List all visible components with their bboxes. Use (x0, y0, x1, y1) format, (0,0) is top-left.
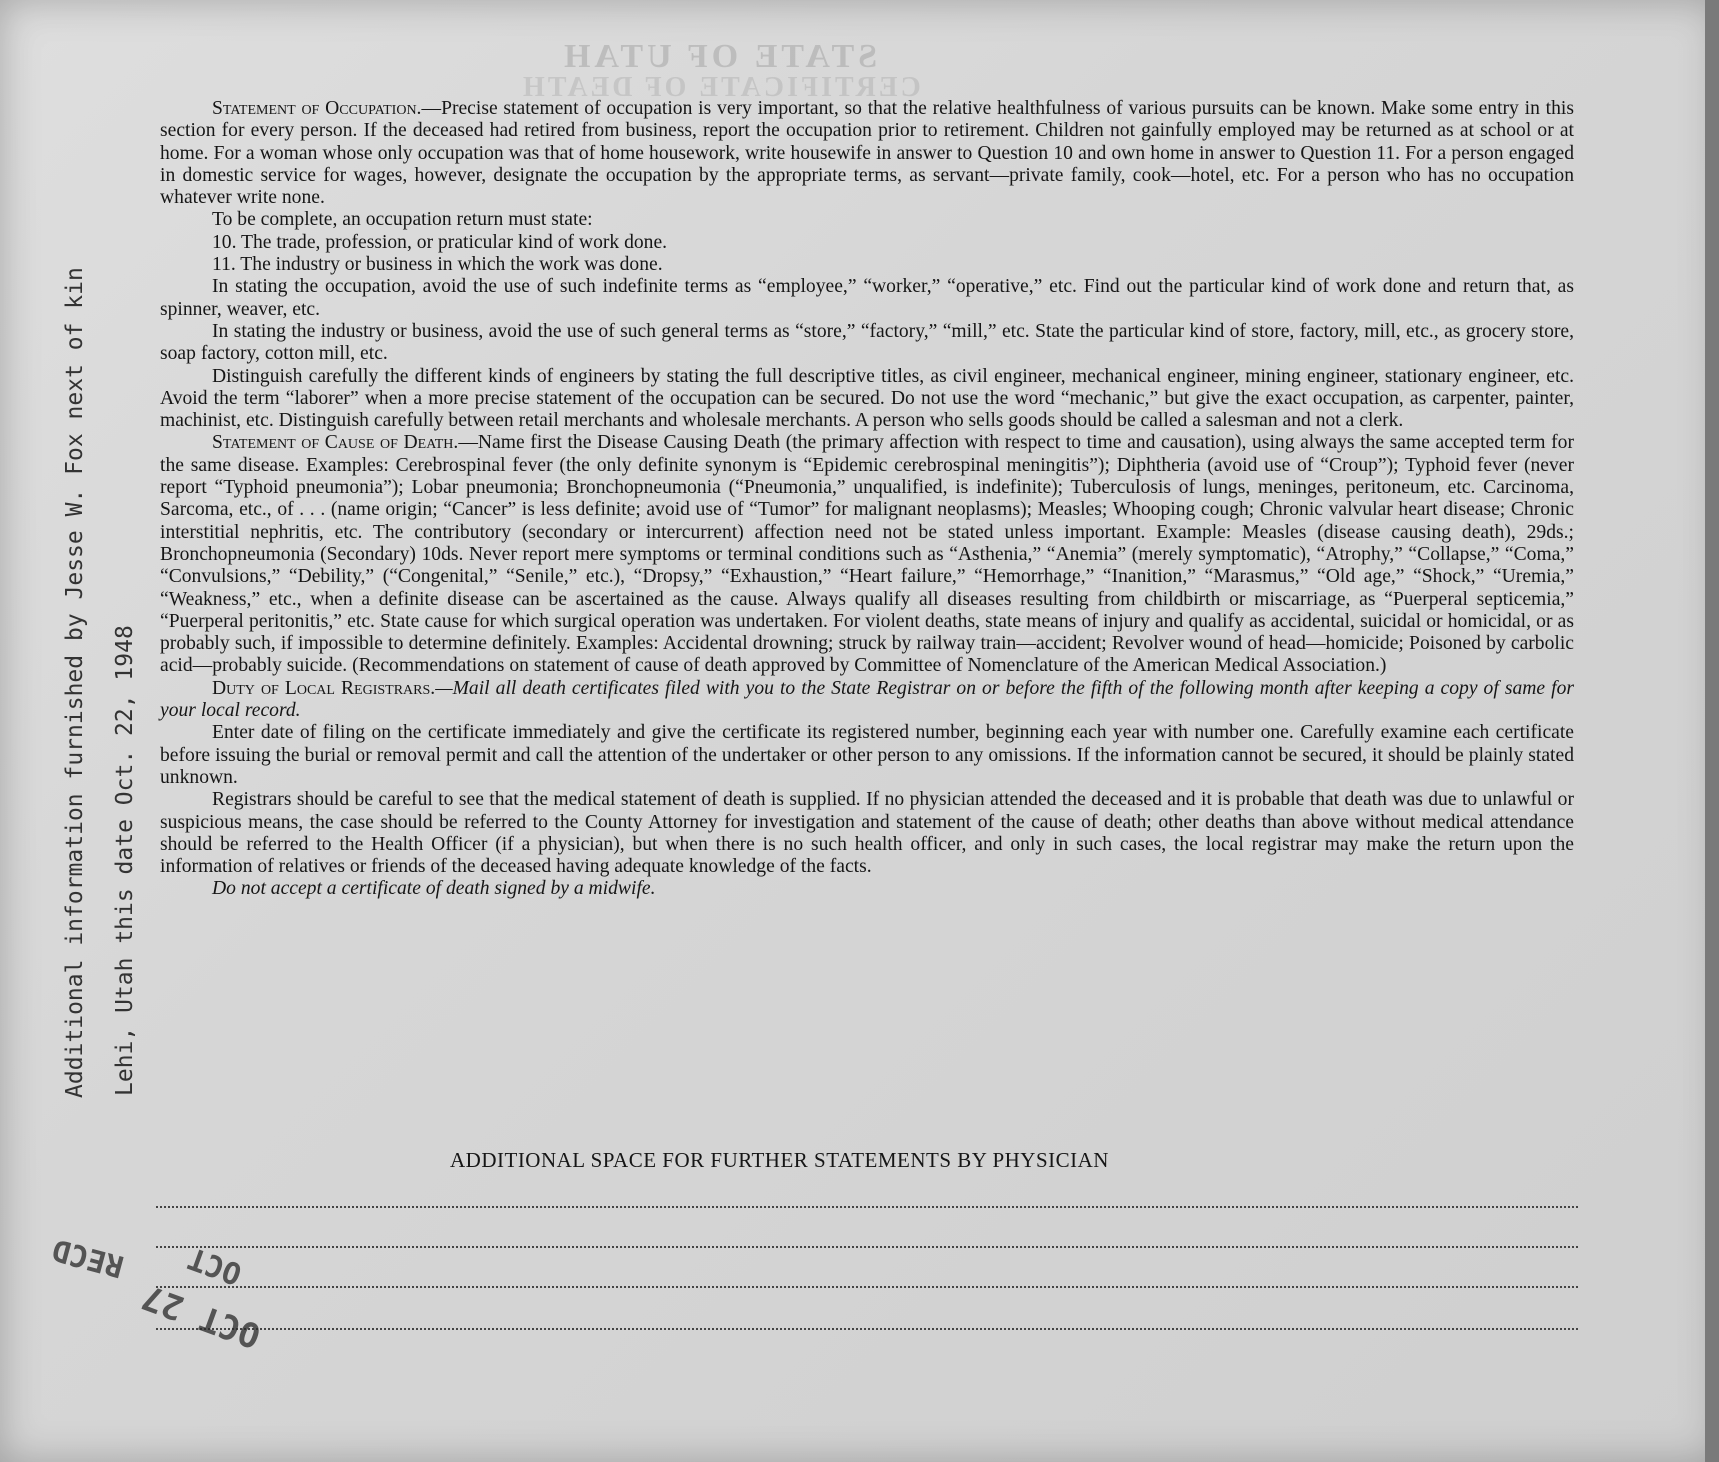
occupation-paragraph (160, 98, 1574, 209)
occupation-requirement: To be complete, an occupation return must state: (212, 209, 593, 231)
registrars-paragraph (160, 678, 1574, 723)
occupation-item-11: 11. The industry or business in which the work was done. (212, 254, 663, 276)
bleed-through-subheader: CERTIFICATE OF DEATH (520, 72, 921, 103)
cause-heading: Statement of Cause of Death. (212, 432, 459, 454)
registrars-text: —Mail all death certificates filed with you to the State Registrar on or before the fifth of the following month after keeping a copy of same for your local record. (160, 677, 1574, 722)
physician-statement-line-4 (156, 1328, 1578, 1330)
additional-space-heading: ADDITIONAL SPACE FOR FURTHER STATEMENTS BY PHYSICIAN (450, 1148, 1109, 1172)
midwife-note: Do not accept a certificate of death signed by a midwife. (212, 878, 656, 900)
physician-statement-line-3 (156, 1286, 1578, 1288)
occupation-item-10: 10. The trade, profession, or praticular kind of work done. (212, 231, 668, 253)
physician-statement-line-1 (156, 1206, 1578, 1208)
date-stamp: OCT 27 (136, 1276, 266, 1356)
industry-paragraph: In stating the industry or business, avoid the use of such general terms as “store,” “factory,” “mill,” etc. State the particular kind of store, factory, mill, etc., as grocery store, soap factory, cotton mill, etc. (160, 320, 1574, 365)
bleed-through-header: STATE OF UTAH (560, 38, 878, 75)
received-stamp: RECD (48, 1231, 128, 1284)
physician-statement-line-2 (156, 1246, 1578, 1248)
occupation-heading: Statement of Occupation. (212, 98, 422, 119)
occupation-text: —Precise statement of occupation is very important, so that the relative healthfulness of various pursuits can be known. Make some entry in this section for every person. If the deceased had retired from business, report the occupation prior to retirement. Children not gainfully employed may be returned as at school or at home. For a woman whose only occupation was that of home housework, write housewife in answer to Question 10 and own home in answer to Question 11. For a person engaged in domestic service for wages, however, designate the occupation by the appropriate terms, as servant—private family, cook—hotel, etc. For a person who has no occupation whatever write none. (160, 98, 1574, 209)
engineers-paragraph: Distinguish carefully the different kinds of engineers by stating the full descriptive titles, as civil engineer, mechanical engineer, mining engineer, stationary engineer, etc. Avoid the term “laborer” when a more precise statement of the occupation can be secured. Do not use the word “mechanic,” but give the exact occupation, as carpenter, painter, machinist, etc. Distinguish carefully between retail merchants and wholesale merchants. A person who sells goods should be called a salesman and not a clerk. (160, 365, 1574, 432)
instructions-text (160, 98, 1574, 901)
side-annotation-line1: Additional information furnished by Jesse W. Fox next of kin (62, 267, 88, 1098)
cause-text: —Name first the Disease Causing Death (the primary affection with respect to time and causation), using always the same accepted term for the same disease. Examples: Cerebrospinal fever (the only definite synonym is “Epidemic cerebrospinal meningitis”); Diphtheria (avoid use of “Croup”); Typhoid fever (never report “Typhoid pneumonia”); Lobar pneumonia; Bronchopneumonia (“Pneumonia,” unqualified, is indefinite); Tuberculosis of lungs, meninges, peritoneum, etc. Carcinoma, Sarcoma, etc., of . . . (name origin; “Cancer” is less definite; avoid use of “Tumor” for malignant neoplasms); Measles; Whooping cough; Chronic valvular heart disease; Chronic interstitial nephritis, etc. The contributory (secondary or intercurrent) affection need not be stated unless important. Example: Measles (disease causing death), 29ds.; Bronchopneumonia (Secondary) 10ds. Never report mere symptoms or terminal conditions such as “Asthenia,” “Anemia” (merely symptomatic), “Atrophy,” “Collapse,” “Coma,” “Convulsions,” “Debility,” (“Congenital,” “Senile,” etc.), “Dropsy,” “Exhaustion,” “Heart failure,” “Hemorrhage,” “Inanition,” “Marasmus,” “Old age,” “Shock,” “Uremia,” “Weakness,” etc., when a definite disease can be ascertained as the cause. Always qualify all diseases resulting from childbirth or miscarriage, as “Puerperal septicemia,” “Puerperal peritonitis,” etc. State cause for which surgical operation was undertaken. For violent deaths, state means of injury and qualify as accidental, suicidal or homicidal, or as probably such, if impossible to determine definitely. Examples: Accidental drowning; struck by railway train—accident; Revolver wound of head—homicide; Poisoned by carbolic acid—probably suicide. (Recommendations on statement of cause of death approved by Committee of Nomenclature of the American Medical Association.) (160, 432, 1574, 677)
filing-paragraph: Enter date of filing on the certificate immediately and give the certificate its registered number, beginning each year with number one. Carefully examine each certificate before issuing the burial or removal permit and call the attention of the undertaker or other person to any omissions. If the information cannot be secured, it should be plainly stated unknown. (160, 722, 1574, 788)
occupation-terms-paragraph: In stating the occupation, avoid the use of such indefinite terms as “employee,” “worker,” “operative,” etc. Find out the particular kind of work done and return that, as spinner, weaver, etc. (160, 276, 1574, 320)
medical-statement-paragraph: Registrars should be careful to see that the medical statement of death is supplied. If no physician attended the deceased and it is probable that death was due to unlawful or suspicious means, the case should be referred to the County Attorney for investigation and statement of the cause of death; other deaths than above without medical attendance should be referred to the Health Officer (if a physician), but when there is no such health officer, and only in such cases, the local registrar may make the return upon the information of relatives or friends of the deceased having adequate knowledge of the facts. (160, 789, 1574, 878)
month-stamp: OCT (183, 1239, 247, 1292)
registrars-heading: Duty of Local Registrars. (212, 677, 436, 699)
cause-paragraph (160, 432, 1574, 677)
side-annotation-line2: Lehi, Utah this date Oct. 22, 1948 (112, 625, 138, 1096)
